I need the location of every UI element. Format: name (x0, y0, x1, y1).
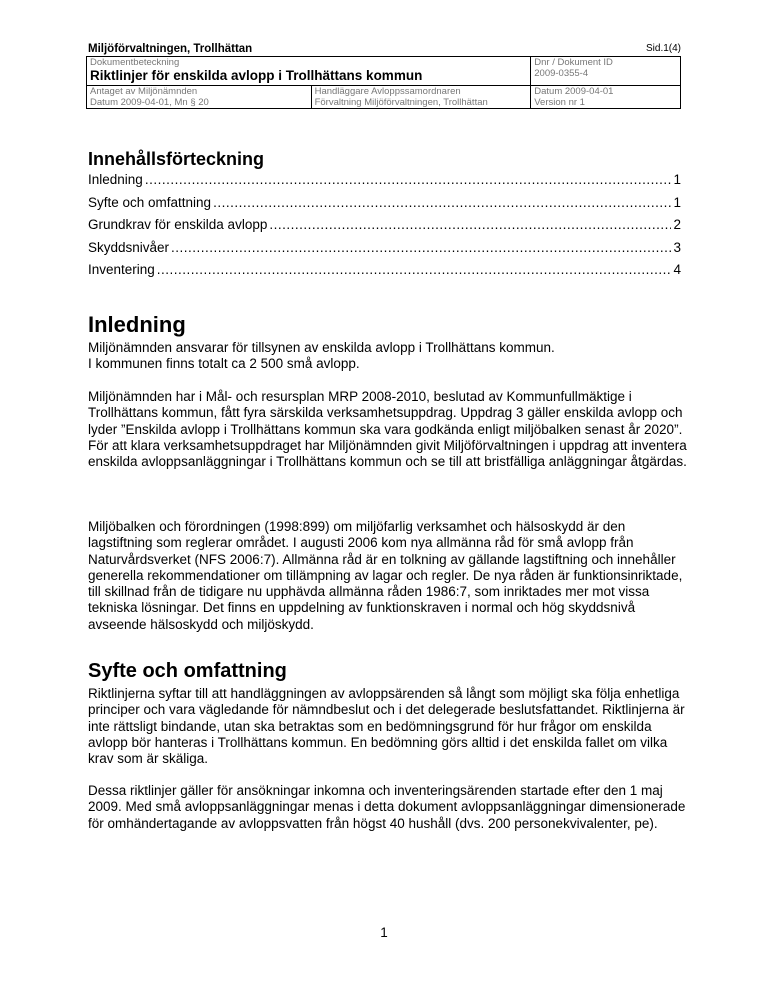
toc-item-inledning[interactable] (88, 172, 681, 195)
section-heading-syfte: Syfte och omfattning (88, 660, 287, 682)
adopted-label: Antaget av Miljönämnden (90, 86, 198, 97)
header-date-cell (531, 86, 681, 109)
header-doc-cell (87, 57, 531, 86)
paragraph: Miljöbalken och förordningen (1998:899) om miljöfarlig verksamhet och hälsoskydd är den lagstiftning som reglerar området. I augusti 2006 kom nya allmänna råd för små avlopp från Naturvårdsverket (NFS 2006:7). Allmänna råd är en tolkning av gällande lagstiftning och innehåller generella rekommendationer om tillämpning av lagar och regler. De nya råden är funktionsinriktade, till skillnad från de tidigare nu upphävda allmänna råden 1986:7, som inriktades mer mot vissa tekniska lösningar. Det finns en uppdelning av funktionskraven i normal och hög skyddsnivå avseende hälsoskydd och miljöskydd. (88, 519, 683, 632)
toc-item-syfte[interactable] (88, 195, 681, 218)
toc-item-page: 2 (673, 217, 681, 232)
toc-heading: Innehållsförteckning (88, 149, 265, 169)
dnr-value: 2009-0355-4 (534, 68, 589, 79)
header-adopted-cell (87, 86, 312, 109)
toc-item-page: 1 (673, 172, 681, 187)
toc-leader-dots (171, 240, 671, 255)
toc-item-label: Inledning (88, 172, 143, 187)
page-number: 1 (380, 925, 388, 940)
paragraph: Riktlinjerna syftar till att handläggningen av avloppsärenden så långt som möjligt ska följa enhetliga principer och vara vägledande för nämndbeslut och i det delegerade beslutsfattandet. Riktlinjerna är inte rättsligt bindande, utan ska betraktas som en bedömningsgrund för hur frågor om enskilda avlopp bör hanteras i Trollhättans kommun. En bedömning görs alltid i det enskilda fallet om vilka krav som är skäliga. (88, 686, 685, 767)
date-label: Datum 2009-04-01 (534, 86, 614, 97)
header-organization: Miljöförvaltningen, Trollhättan (88, 43, 253, 55)
toc-item-label: Skyddsnivåer (88, 239, 170, 255)
table-of-contents (88, 172, 681, 285)
dnr-label: Dnr / Dokument ID (534, 57, 613, 68)
adopted-value: Datum 2009-04-01, Mn § 20 (90, 97, 209, 108)
section-heading-inledning: Inledning (88, 312, 186, 337)
toc-item-skyddsnivaer[interactable] (88, 240, 681, 263)
doc-title: Riktlinjer för enskilda avlopp i Trollhättans kommun (90, 68, 423, 83)
version-label: Version nr 1 (534, 97, 585, 108)
toc-item-page: 1 (673, 194, 681, 210)
toc-leader-dots (145, 172, 672, 187)
toc-item-label: Grundkrav för enskilda avlopp (88, 217, 268, 232)
toc-item-inventering[interactable] (88, 262, 681, 285)
toc-item-page: 3 (673, 239, 681, 255)
toc-item-label: Syfte och omfattning (88, 194, 212, 210)
paragraph: Miljönämnden har i Mål- och resursplan MRP 2008-2010, beslutad av Kommunfullmäktige i Trollhättans kommun, fått fyra särskilda verksamhetsuppdrag. Uppdrag 3 gäller enskilda avlopp och lyder ”Enskilda avlopp i Trollhättans kommun ska vara godkända enligt miljöbalken senast år 2020”. För att klara verksamhetsuppdraget har Miljönämnden givit Miljöförvaltningen i uppdrag att inventera enskilda avloppsanläggningar i Trollhättans kommun och se till att bristfälliga anläggningar åtgärdas. (88, 389, 687, 470)
header-table (86, 56, 681, 109)
header-handler-cell (311, 86, 531, 109)
toc-leader-dots (213, 195, 671, 210)
doc-label: Dokumentbeteckning (90, 57, 180, 68)
toc-leader-dots (157, 262, 672, 277)
header-page-ref: Sid.1(4) (645, 43, 681, 54)
paragraph: Miljönämnden ansvarar för tillsynen av enskilda avlopp i Trollhättans kommun. I kommunen finns totalt ca 2 500 små avlopp. (88, 340, 555, 372)
toc-item-grundkrav[interactable] (88, 217, 681, 240)
toc-item-label: Inventering (88, 262, 155, 277)
header-dnr-cell (531, 57, 681, 86)
handler-label: Handläggare Avloppssamordnaren (314, 86, 461, 97)
paragraph: Dessa riktlinjer gäller för ansökningar inkomna och inventeringsärenden startade efter den 1 maj 2009. Med små avloppsanläggningar menas i detta dokument avloppsanläggningar dimensionerade för omhändertagande av avloppsvatten från högst 40 hushåll (dvs. 200 personekvivalenter, pe). (88, 783, 686, 831)
toc-item-page: 4 (673, 262, 681, 277)
handler-value: Förvaltning Miljöförvaltningen, Trollhättan (314, 97, 488, 108)
toc-leader-dots (269, 217, 671, 232)
